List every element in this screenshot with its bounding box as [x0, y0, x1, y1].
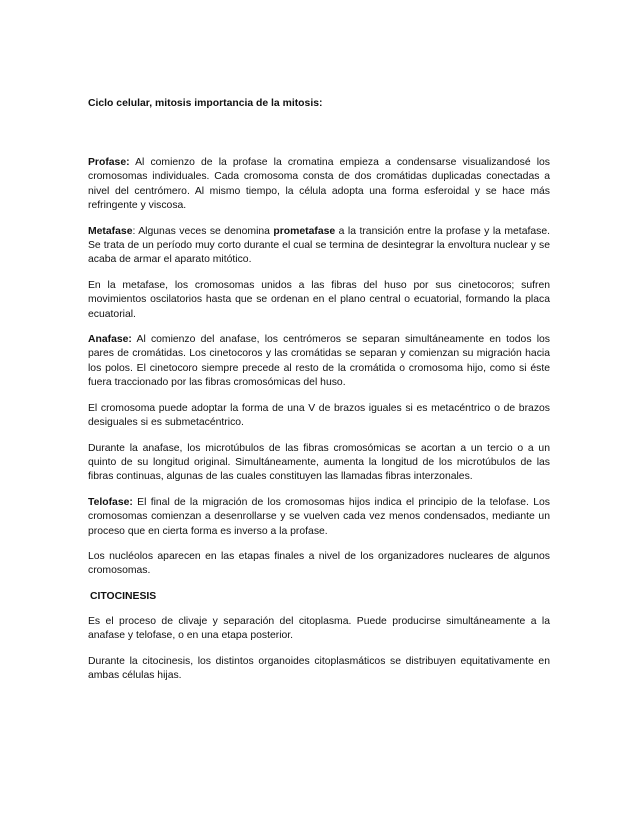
term-metafase: Metafase	[88, 225, 133, 237]
text-metafase-b: a la transición entre la profase y la metafase. Se trata de un período muy corto durante el cual se termina de desintegrar la envoltura nuclear y se acaba de armar el aparato mitótico.	[88, 225, 551, 266]
section-heading-citocinesis: CITOCINESIS	[90, 590, 157, 602]
paragraph-profase	[88, 156, 550, 214]
text-telofase: El final de la migración de los cromosomas hijos indica el principio de la telofase. Los cromosomas comienzan a desenrollarse y se vuelven cada vez menos condensados, mediante un proceso que en cierta forma es inverso a la profase.	[88, 496, 550, 537]
paragraph-metafase	[88, 225, 550, 268]
term-anafase: Anafase:	[88, 334, 132, 346]
paragraph-citocinesis-1: Es el proceso de clivaje y separación del citoplasma. Puede producirse simultáneamente a la anafase y telofase, o en una etapa posterior.	[88, 615, 550, 642]
paragraph-citocinesis-2: Durante la citocinesis, los distintos organoides citoplasmáticos se distribuyen equitativamente en ambas células hijas.	[88, 655, 550, 681]
paragraph-telofase-2: Los nucléolos aparecen en las etapas finales a nivel de los organizadores nucleares de algunos cromosomas.	[88, 550, 550, 577]
paragraph-anafase-2: El cromosoma puede adoptar la forma de una V de brazos iguales si es metacéntrico o de brazos desiguales si es submetacéntrico.	[88, 402, 550, 429]
paragraph-anafase	[88, 333, 550, 391]
paragraph-metafase-2: En la metafase, los cromosomas unidos a las fibras del huso por sus cinetocoros; sufren movimientos oscilatorios hasta que se ordenan en el plano central o ecuatorial, formando la placa ecuatorial.	[88, 279, 550, 320]
text-profase: Al comienzo de la profase la cromatina empieza a condensarse visualizandosé los cromosomas individuales. Cada cromosoma consta de dos cromátidas duplicadas conectadas a nivel del centrómero. Al mismo tiempo, la célula adopta una forma esferoidal y se hace más refringente y viscosa.	[88, 157, 550, 212]
term-profase: Profase:	[88, 157, 130, 168]
term-prometafase: prometafase	[273, 225, 336, 237]
paragraph-telofase	[88, 496, 550, 539]
paragraph-anafase-3: Durante la anafase, los microtúbulos de las fibras cromosómicas se acortan a un tercio o a un quinto de su longitud original. Simultáneamente, aumenta la longitud de los microtúbulos de las fibras continuas, algunas de las cuales constituyen las llamadas fibras interzonales.	[88, 442, 550, 483]
term-telofase: Telofase:	[88, 496, 133, 508]
document-page	[88, 97, 550, 694]
document-title: Ciclo celular, mitosis importancia de la mitosis:	[88, 98, 323, 109]
text-anafase: Al comienzo del anafase, los centrómeros se separan simultáneamente en todos los pares de cromátidas. Los cinetocoros y las cromátidas se separan y comienzan su migración hacia los polos. El cinetocoro siempre precede al resto de la cromátida o cromosoma hijo, como si éste fuera traccionado por las fibras cromosómicas del huso.	[88, 334, 550, 389]
text-metafase-a: : Algunas veces se denomina	[132, 225, 274, 237]
